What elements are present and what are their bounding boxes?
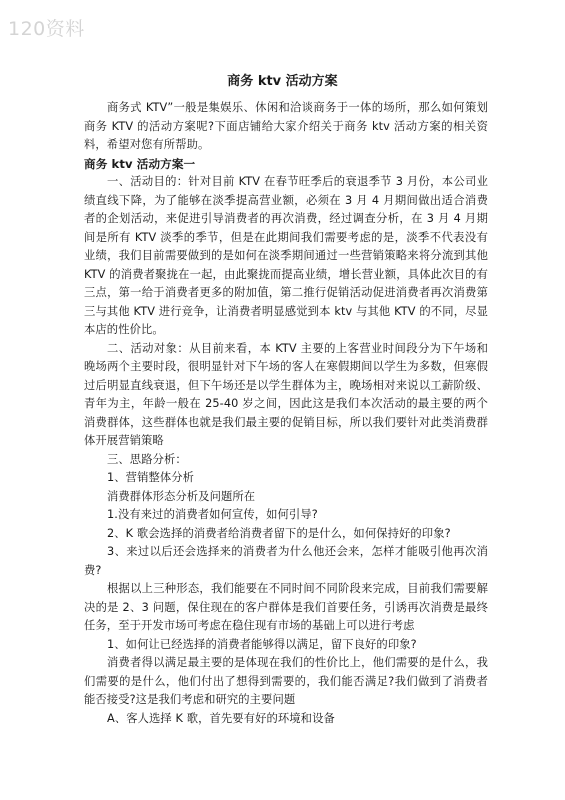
analysis-subheading: 1、营销整体分析 (107, 471, 195, 484)
strategy-paragraph: 根据以上三种形态，我们能要在不同时间不同阶段来完成，目前我们需要解决的是 2、3 问题，保住现在的客户群体是我们首要任务，引诱再次消费是最终任务，至于开发市场可考虑在稳住现有市场的基础上可以进行考虑 (84, 582, 488, 632)
value-paragraph: 消费者得以满足最主要的是体现在我们的性价比上，他们需要的是什么，我们需要的是什么，他们付出了想得到需要的，我们能否满足?我们做到了消费者能否接受?这是我们考虑和研究的主要问题 (84, 656, 488, 706)
analysis-line: 消费群体形态分析及问题所在 (107, 489, 256, 503)
document-body (84, 99, 488, 728)
section-heading: 商务 ktv 活动方案一 (84, 156, 196, 171)
question-3: 3、来过以后还会选择来的消费者为什么他还会来，怎样才能吸引他再次消费? (84, 545, 488, 577)
document-title: 商务 ktv 活动方案 (227, 74, 338, 89)
audience-paragraph: 二、活动对象：从目前来看，本 KTV 主要的上客营业时间段分为下午场和晚场两个主要时段，很明显针对下午场的客人在寒假期间以学生为多数，但寒假过后明显直线衰退，但下午场还是以学生群体为主，晚场相对来说以工薪阶级、青年为主，年龄一般在 25-40 岁之间，因此这是我们本次活动的最主要的两个消费群体，这些群体也就是我们最主要的促销目标，所以我们要针对此类消费群体开展营销策略 (84, 341, 488, 447)
question-2: 2、K 歌会选择的消费者给消费者留下的是什么，如何保持好的印象? (107, 526, 451, 540)
point-a: A、客人选择 K 歌，首先要有好的环境和设备 (107, 711, 335, 725)
watermark-text: 120资料 (8, 18, 85, 40)
question-1: 1.没有来过的消费者如何宣传，如何引导? (107, 508, 318, 521)
analysis-heading: 三、思路分析： (107, 452, 187, 466)
satisfaction-question: 1、如何让已经选择的消费者能够得以满足，留下良好的印象? (107, 637, 417, 651)
intro-paragraph: 商务式 KTV”一般是集娱乐、休闲和洽谈商务于一体的场所，那么如何策划商务 KTV 的活动方案呢?下面店铺给大家介绍关于商务 ktv 活动方案的相关资料，希望对您有所帮助。 (84, 101, 488, 151)
purpose-paragraph: 一、活动目的：针对目前 KTV 在春节旺季后的衰退季节 3 月份，本公司业绩直线下降，为了能够在淡季提高营业额，必须在 3 月 4 月期间做出适合消费者的企划活动，来促进引导消费者的再次消费，经过调查分析，在 3 月 4 月期间是所有 KTV 淡季的季节，但是在此期间我们需要考虑的是，淡季不代表没有业绩，我们目前需要做到的是如何在淡季期间通过一些营销策略来将分流到其他 KTV 的消费者聚拢在一起，由此聚拢而提高业绩，增长营业额，具体此次目的有三点，第一给于消费者更多的附加值，第二推行促销活动促进消费者再次消费第三与其他 KTV 进行竞争，让消费者明显感觉到本 ktv 与其他 KTV 的不同，尽显本店的性价比。 (84, 175, 488, 336)
